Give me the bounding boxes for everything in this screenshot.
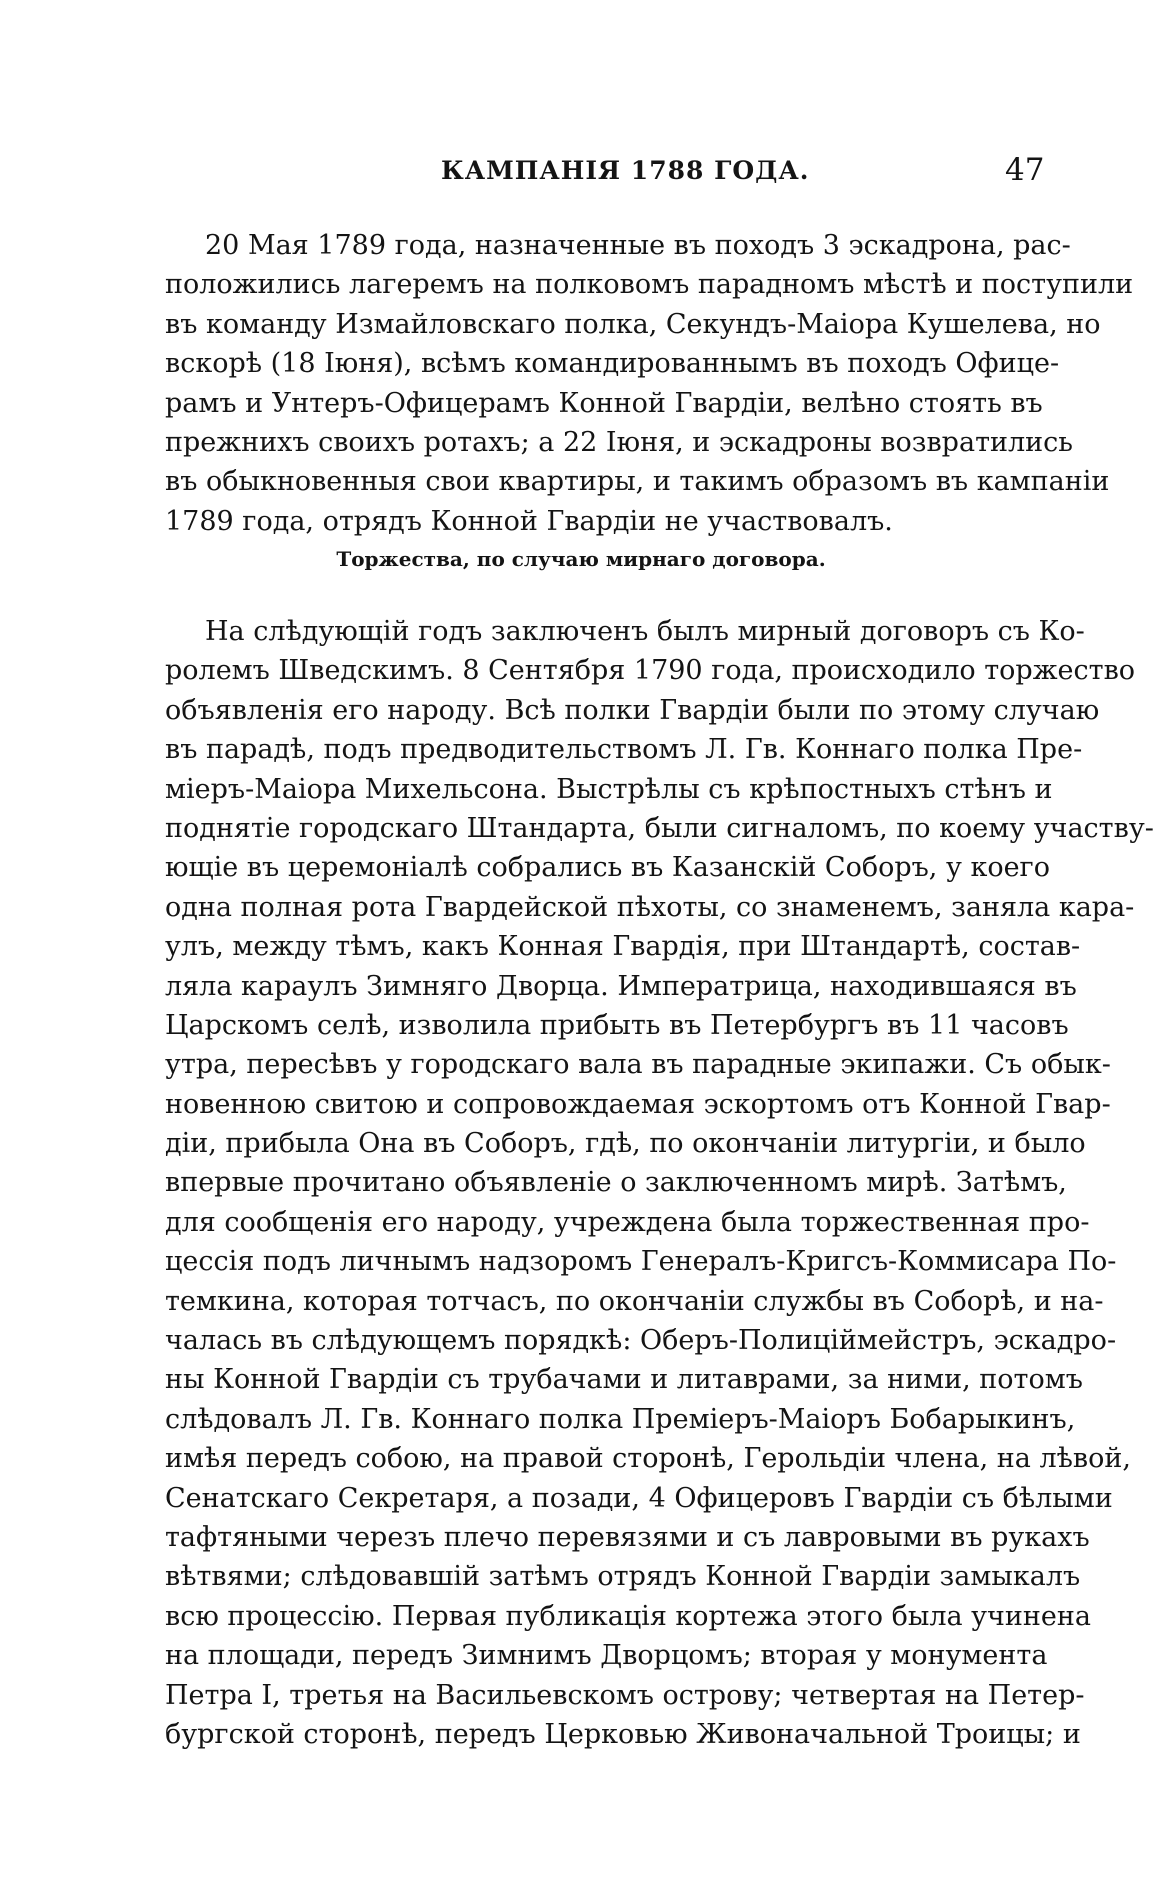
text-line: ны Конной Гвардіи съ трубачами и литаврами, за ними, потомъ	[165, 1364, 1083, 1396]
text-line: діи, прибыла Она въ Соборъ, гдѣ, по окончаніи литургіи, и было	[165, 1128, 1086, 1160]
text-line: ляла караулъ Зимняго Дворца. Императрица, находившаяся въ	[165, 970, 1077, 1002]
text-line: рамъ и Унтеръ-Офицерамъ Конной Гвардіи, велѣно стоять въ	[165, 387, 1043, 419]
text-line: слѣдовалъ Л. Гв. Коннаго полка Преміеръ-Маіоръ Бобарыкинъ,	[165, 1403, 1076, 1435]
text-line: 20 Мая 1789 года, назначенные въ походъ 3 эскадрона, рас-	[205, 230, 1071, 261]
text-line: На слѣдующій годъ заключенъ былъ мирный договоръ съ Ко-	[205, 616, 1085, 647]
paragraph-1	[165, 226, 1134, 541]
text-line: прежнихъ своихъ ротахъ; а 22 Іюня, и эскадроны возвратились	[165, 426, 1073, 458]
text-line: для сообщенія его народу, учреждена была торжественная про-	[165, 1206, 1090, 1238]
text-line: улъ, между тѣмъ, какъ Конная Гвардія, при Штандартѣ, состав-	[165, 931, 1081, 963]
page-number: 47	[1005, 152, 1045, 188]
section-subheading: Торжества, по случаю мирнаго договора.	[336, 547, 826, 571]
text-line: вѣтвями; слѣдовавшій затѣмъ отрядъ Конной Гвардіи замыкалъ	[165, 1561, 1081, 1593]
text-line: вскорѣ (18 Іюня), всѣмъ командированнымъ въ походъ Офице-	[165, 348, 1060, 380]
text-line: всю процессію. Первая публикація кортежа этого была учинена	[165, 1600, 1091, 1632]
text-line: объявленія его народу. Всѣ полки Гвардіи были по этому случаю	[165, 694, 1100, 726]
text-line: цессія подъ личнымъ надзоромъ Генералъ-Кригсъ-Коммисара По-	[165, 1246, 1117, 1278]
text-line: положились лагеремъ на полковомъ парадномъ мѣстѣ и поступили	[165, 269, 1134, 301]
text-line: Сенатскаго Секретаря, а позади, 4 Офицеровъ Гвардіи съ бѣлыми	[165, 1482, 1113, 1514]
text-line: въ обыкновенныя свои квартиры, и такимъ образомъ въ кампаніи	[165, 466, 1110, 498]
text-line: имѣя передъ собою, на правой сторонѣ, Герольдіи члена, на лѣвой,	[165, 1443, 1131, 1475]
text-line: Царскомъ селѣ, изволила прибыть въ Петербургъ въ 11 часовъ	[165, 1009, 1069, 1041]
text-line: тафтяными черезъ плечо перевязями и съ лавровыми въ рукахъ	[165, 1521, 1090, 1553]
text-line: бургской сторонѣ, передъ Церковью Живоначальной Троицы; и	[165, 1718, 1081, 1750]
text-line: въ команду Измайловскаго полка, Секундъ-Маіора Кушелева, но	[165, 308, 1101, 340]
running-header	[0, 152, 1140, 196]
text-line: въ парадѣ, подъ предводительствомъ Л. Гв. Коннаго полка Пре-	[165, 734, 1083, 766]
text-line: Петра I, третья на Васильевскомъ острову; четвертая на Петер-	[165, 1679, 1085, 1711]
paragraph-2	[165, 612, 1154, 1754]
text-line: одна полная рота Гвардейской пѣхоты, со знаменемъ, заняла кара-	[165, 891, 1135, 923]
text-line: темкина, которая тотчасъ, по окончаніи службы въ Соборѣ, и на-	[165, 1285, 1104, 1317]
text-line: ющіе въ церемоніалѣ собрались въ Казанскій Соборъ, у коего	[165, 852, 1050, 884]
running-title: КАМПАНІЯ 1788 ГОДА.	[441, 156, 810, 185]
text-line: 1789 года, отрядъ Конной Гвардіи не участвовалъ.	[165, 505, 893, 537]
text-line: новенною свитою и сопровождаемая эскортомъ отъ Конной Гвар-	[165, 1088, 1111, 1120]
text-line: ролемъ Шведскимъ. 8 Сентября 1790 года, происходило торжество	[165, 655, 1136, 687]
text-line: міеръ-Маіора Михельсона. Выстрѣлы съ крѣпостныхъ стѣнъ и	[165, 773, 1053, 805]
text-line: впервые прочитано объявленіе о заключенномъ мирѣ. Затѣмъ,	[165, 1167, 1067, 1199]
text-line: чалась въ слѣдующемъ порядкѣ: Оберъ-Полиціймейстръ, эскадро-	[165, 1325, 1117, 1357]
text-line: на площади, передъ Зимнимъ Дворцомъ; вторая у монумента	[165, 1640, 1048, 1672]
text-line: утра, пересѣвъ у городскаго вала въ парадные экипажи. Съ обык-	[165, 1049, 1111, 1081]
text-line: поднятіе городскаго Штандарта, были сигналомъ, по коему участву-	[165, 812, 1154, 844]
